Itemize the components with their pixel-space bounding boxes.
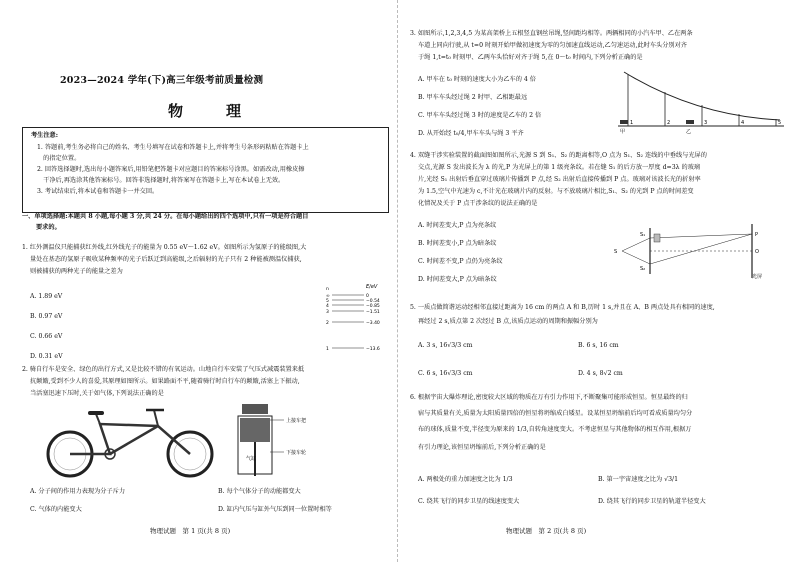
q3-option-a: A. 甲车在 t₀ 时刻的速度大小为乙车的 4 倍 [418, 76, 536, 83]
s-label: S [614, 249, 618, 255]
q5-option-c: C. 6 s, 16√3/3 cm [418, 370, 473, 377]
seat-post [96, 414, 100, 424]
s2-label: S₂ [640, 266, 646, 272]
rope-5-label: 5 [778, 120, 782, 126]
n-label: n [326, 287, 329, 292]
q4-line: 4. 双缝干涉实验装置的截面图如图所示,光源 S 到 S₁、S₂ 的距离相等,O 点为 S₁、S₂ 连线的中垂线与光屏的 [410, 152, 707, 159]
q3-line: 车道上同向行驶,从 t=0 时刻开始甲做初速度为零的匀加速直线运动,乙匀速运动,此时车头分别对齐 [418, 42, 687, 49]
double-slit-diagram [602, 220, 772, 282]
exam-header: 2023—2024 学年(下)高三年级考前质量检测 [60, 75, 264, 86]
q2-line: 抗颠簸,受到不少人的喜爱,其原理如图所示。如果路面不平,随着骑行时自行车的颠簸,活塞上下振动, [30, 378, 300, 385]
rope-1-label: 1 [630, 120, 634, 126]
q2-option-c: C. 气体的内能变大 [30, 506, 82, 513]
right-page [398, 0, 794, 562]
section-1-heading-cont: 要求的。 [36, 224, 61, 231]
q1-line: 则被捕获的两种光子的能量之差为 [30, 268, 123, 275]
n-3: 3 [326, 310, 329, 315]
q1-option-c: C. 0.66 eV [30, 333, 63, 340]
top-mount [242, 404, 268, 414]
subject-title: 物 理 [168, 102, 256, 120]
bridge-diagram [616, 68, 786, 134]
q6-line: 有引力理论,该恒星坍缩前后,下列分析正确的是 [418, 444, 546, 451]
q4-option-b: B. 时间差变小,P 点为暗条纹 [418, 240, 497, 247]
car-jia [620, 120, 628, 124]
o-label: O [755, 249, 759, 255]
q1-option-b: B. 0.97 eV [30, 313, 63, 320]
q2-option-d: D. 缸内气压与缸外气压到同一位置时相等 [218, 506, 332, 513]
q6-option-a: A. 两极处的重力加速度之比为 1/3 [418, 476, 513, 483]
n-inf: ∞ [326, 294, 330, 299]
glass-plate [654, 234, 660, 242]
q1-option-a: A. 1.89 eV [30, 293, 63, 300]
q1-line: 1. 红外测温仪只能捕获红外线,红外线光子的能量为 0.55 eV～1.62 eV。如图所示为氢原子的能级图,大 [22, 244, 307, 251]
q6-option-d: D. 绕其飞行的同步卫星的轨道半径变大 [598, 498, 706, 505]
q4-line: 为 1.5,空气中光速为 c,不计光在玻璃片内的反射。与不放玻璃片相比,S₁、S₂ 的光到 P 点的时间差变 [418, 188, 694, 195]
e-1: −13.6 [366, 347, 380, 352]
screen-label: 光屏 [752, 274, 763, 280]
n-4: 4 [326, 304, 329, 309]
q5-option-b: B. 6 s, 16 cm [578, 342, 619, 349]
n-1: 1 [326, 347, 329, 352]
e-4: −0.85 [366, 304, 380, 309]
ray [650, 234, 752, 238]
q6-option-b: B. 第一宇宙速度之比为 √3/1 [598, 476, 679, 483]
q1-line: 量处在基态的氢原子吸收某种频率的光子后跃迁到高能级,之后辐射的光子只有 2 种能被测温仪捕获, [30, 256, 302, 263]
e-inf: 0 [366, 294, 369, 299]
q6-line: 布的球体,质量不变,半径变为原来的 1/3,自转角速度变大。不考虑恒星与其他物体的相互作用,根据万 [418, 426, 692, 433]
bicycle-image [40, 404, 240, 480]
label-wheel: 下接车轮 [286, 450, 307, 456]
q6-line: 宿与其质量有关,质量为太阳质量四倍的恒星将坍缩成白矮星。设某恒星坍缩前后均可看成质量均匀分 [418, 410, 693, 417]
label-cylinder: 气缸 [246, 456, 257, 462]
q4-option-a: A. 时间差变大,P 点为亮条纹 [418, 222, 497, 229]
p-label: P [755, 232, 759, 238]
label-handlebar: 上接车把 [286, 418, 307, 424]
e-2: −3.40 [366, 321, 380, 326]
energy-unit: E/eV [366, 284, 378, 290]
q4-option-c: C. 时间差不变,P 点仍为亮条纹 [418, 258, 503, 265]
notice-line: 3. 考试结束后,将本试卷和答题卡一并交回。 [37, 188, 159, 195]
notice-line: 1. 答题前,考生务必将自己的姓名、考生号填写在试卷和答题卡上,并将考生号条形码粘贴在答题卡上 [37, 144, 309, 151]
q3-line: 3. 如图所示,1,2,3,4,5 为某高架桥上五根竖直钢丝吊绳,竖间距均相等。两辆相同的小汽车甲、乙在两条 [410, 30, 693, 37]
energy-level-diagram [300, 280, 385, 362]
ray [622, 238, 650, 251]
q3-option-b: B. 甲车车头经过绳 2 时甲、乙相距最远 [418, 94, 528, 101]
car-jia-label: 甲 [620, 129, 626, 134]
bike-seat [88, 411, 104, 415]
q6-option-c: C. 绕其飞行的同步卫星的线速度变大 [418, 498, 520, 505]
q6-line: 6. 根据宇宙大爆炸理论,密度较大区域的物质在万有引力作用下,不断聚集可能形成恒星。恒星最终的归 [410, 394, 688, 401]
car-yi [686, 120, 694, 124]
bike-downtube [110, 426, 158, 454]
q5-line: 5. 一质点做简谐运动经相邻直接过距离为 16 cm 的两点 A 和 B,历时 1 s,并且在 A、B 两点处具有相同的速度, [410, 304, 715, 311]
rope-3-label: 3 [704, 120, 708, 126]
notice-line: 的指定位置。 [37, 155, 81, 162]
q2-line: 当活塞迅速下压时,关于如气体,下列说法正确的是 [30, 390, 164, 397]
s1-label: S₁ [640, 232, 646, 238]
q5-option-d: D. 4 s, 8√2 cm [578, 370, 623, 377]
e-3: −1.51 [366, 310, 380, 315]
section-1-heading: 一、单项选择题:本题共 8 小题,每小题 3 分,共 24 分。在每小题给出的四个选项中,只有一项是符合题目 [22, 213, 309, 220]
q3-option-d: D. 从开始经 t₀/4,甲车车头与绳 3 平齐 [418, 130, 524, 137]
q5-option-a: A. 3 s, 16√3/3 cm [418, 342, 473, 349]
q3-option-c: C. 甲车车头经过绳 3 时的速度是乙车的 2 倍 [418, 112, 542, 119]
rope-2-label: 2 [667, 120, 671, 126]
notice-line: 干净后,再选涂其他答案标号。回答非选择题时,将答案写在答题卡上,写在本试卷上无效。 [37, 177, 285, 184]
car-yi-label: 乙 [686, 129, 692, 134]
ray [622, 251, 650, 264]
q4-line: 片,光经 S₁ 出射后垂直穿过玻璃片传播到 P 点,经 S₂ 出射后直接传播到 P 点。玻璃对该波长光的折射率 [418, 176, 701, 183]
notice-title: 考生注意: [31, 132, 59, 139]
q2-option-a: A. 分子间的作用力表现为分子斥力 [30, 488, 126, 495]
q2-option-b: B. 每个气体分子的动能都变大 [218, 488, 301, 495]
q3-line: 于绳 1,t=t₀ 时刻甲、乙两车头恰好对齐于绳 5,在 0～t₀ 时间内,下列分析正确的是 [418, 54, 643, 61]
n-5: 5 [326, 299, 329, 304]
notice-line: 2. 回答选择题时,选出每小题答案后,用铅笔把答题卡对应题目的答案标号涂黑。如需改动,用橡皮擦 [37, 166, 305, 173]
n-2: 2 [326, 321, 329, 326]
e-5: −0.54 [366, 299, 380, 304]
q4-line: 交点,光源 S 发出波长为 λ 的光,P 为光屏上的第 1 级亮条纹。若在缝 S₁ 的后方放一厚度 d=3λ 的玻璃 [418, 164, 701, 171]
stem [154, 410, 158, 426]
q4-option-d: D. 时间差变大,P 点为暗条纹 [418, 276, 497, 283]
piston [240, 418, 270, 442]
q2-line: 2. 骑自行车是安全、绿色的出行方式,又是比较不错的有氧运动。山地自行车安装了气压式减震装置来抵 [22, 366, 305, 373]
page-footer: 物理试题 第 1 页(共 8 页) [150, 527, 231, 535]
rope-4-label: 4 [741, 120, 745, 126]
ray [650, 234, 752, 264]
q4-line: 化情况及关于 P 点干涉条纹的说法正确的是 [418, 200, 538, 207]
shock-absorber-diagram [232, 400, 342, 482]
notice-box [22, 127, 389, 213]
page-footer: 物理试题 第 2 页(共 8 页) [506, 527, 587, 535]
q5-line: 再经过 2 s,质点第 2 次经过 B 点,该质点运动的周期和振幅分别为 [418, 318, 598, 325]
q1-option-d: D. 0.31 eV [30, 353, 63, 360]
